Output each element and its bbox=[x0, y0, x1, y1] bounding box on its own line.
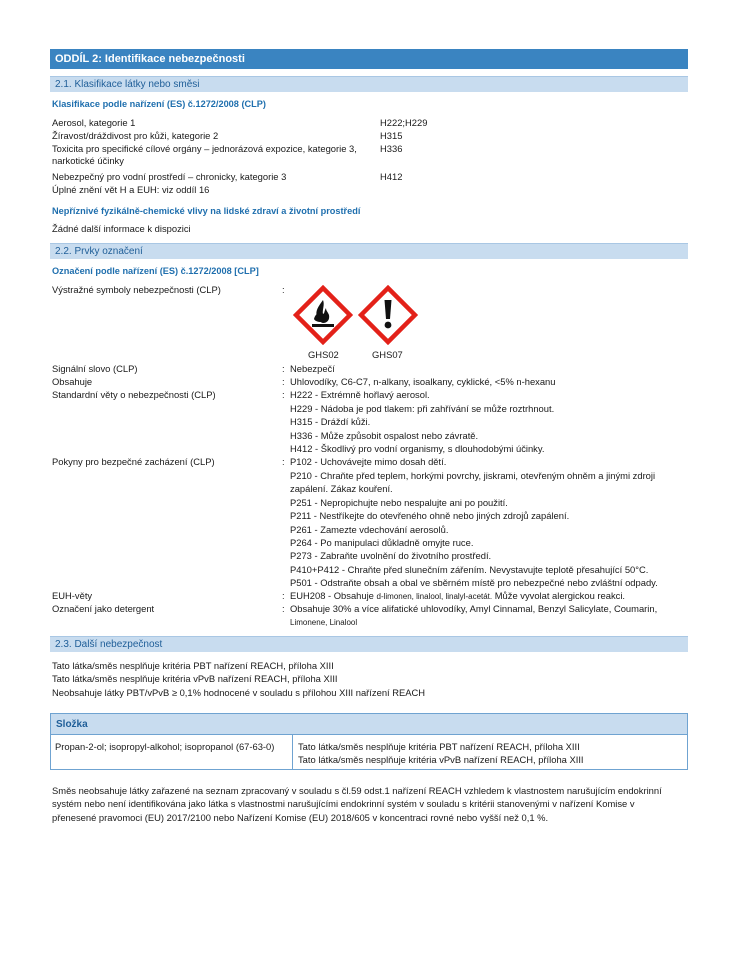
detergent-value: Obsahuje 30% a více alifatické uhlovodíky, Amyl Cinnamal, Benzyl Salicylate, Coumarin, bbox=[290, 603, 658, 614]
euh-prefix: EUH208 - Obsahuje bbox=[290, 590, 377, 601]
euh-label: EUH-věty bbox=[52, 590, 93, 601]
euh-substances: d-limonen, linalool, linalyl-acetát. bbox=[376, 592, 493, 601]
h-statement: H222 - Extrémně hořlavý aerosol. bbox=[290, 389, 430, 400]
detergent-value-cont: Limonene, Linalool bbox=[290, 618, 358, 627]
endocrine-paragraph-line: přenesené pravomoci (EU) 2017/2100 nebo Nařízení Komise (EU) 2018/605 v koncentraci rovné nebo vyšší než 0,1 %. bbox=[52, 812, 549, 823]
class-row-label: Aerosol, kategorie 1 bbox=[52, 117, 136, 128]
p-statements-label: Pokyny pro bezpečné zacházení (CLP) bbox=[52, 456, 215, 467]
euh-statement bbox=[290, 590, 625, 603]
class-row-label: Nebezpečný pro vodní prostředí – chronicky, kategorie 3 bbox=[52, 171, 287, 182]
class-row-code: H412 bbox=[380, 171, 403, 182]
p-statement: P261 - Zamezte vdechování aerosolů. bbox=[290, 524, 449, 535]
detergent-label: Označení jako detergent bbox=[52, 603, 155, 614]
ghs07-exclamation-icon bbox=[358, 285, 418, 345]
p-statement: P210 - Chraňte před teplem, horkými povrchy, jiskrami, otevřeným ohněm a jinými zdroji bbox=[290, 470, 656, 481]
colon: : bbox=[282, 376, 285, 387]
euh-suffix: Může vyvolat alergickou reakci. bbox=[492, 590, 626, 601]
p-statement: P251 - Nepropichujte nebo nespalujte ani po použití. bbox=[290, 497, 508, 508]
signal-word-value: Nebezpečí bbox=[290, 363, 335, 374]
p-statement: P501 - Odstraňte obsah a obal ve sběrném místě pro nebezpečné nebo zvláštní odpady. bbox=[290, 577, 658, 588]
ghs07-label: GHS07 bbox=[372, 349, 403, 360]
p-statement: P211 - Nestříkejte do otevřeného ohně nebo jiných zdrojů zapálení. bbox=[290, 510, 570, 521]
subsection-2-1-heading: 2.1. Klasifikace látky nebo směsi bbox=[50, 76, 688, 92]
component-cell bbox=[51, 735, 293, 769]
component-criteria: Tato látka/směs nesplňuje kritéria PBT nařízení REACH, příloha XIII bbox=[298, 741, 580, 752]
endocrine-paragraph-line: systém nebo není identifikována jako látka s vlastnostmi narušujícími endokrinní systém v souladu s kritérii stanovenými v nařízení Komise v bbox=[52, 798, 635, 809]
class-row-label: Toxicita pro specifické cílové orgány – jednorázová expozice, kategorie 3, bbox=[52, 143, 357, 154]
endocrine-paragraph-line: Směs neobsahuje látky zařazené na seznam zpracovaný v souladu s čl.59 odst.1 nařízení REACH vzhledem k vlastnostem narušujícím endokrinní bbox=[52, 785, 662, 796]
class-row-label: narkotické účinky bbox=[52, 155, 124, 166]
p-statement: P102 - Uchovávejte mimo dosah dětí. bbox=[290, 456, 447, 467]
colon: : bbox=[282, 363, 285, 374]
classification-subtitle: Klasifikace podle nařízení (ES) č.1272/2008 (CLP) bbox=[52, 99, 266, 109]
p-statement: P410+P412 - Chraňte před slunečním zářením. Nevystavujte teplotě přesahující 50°C. bbox=[290, 564, 649, 575]
component-table bbox=[50, 713, 688, 770]
other-hazard-line: Tato látka/směs nesplňuje kritéria vPvB nařízení REACH, příloha XIII bbox=[52, 673, 338, 684]
h-statement: H336 - Může způsobit ospalost nebo závratě. bbox=[290, 430, 479, 441]
class-row-code: H315 bbox=[380, 130, 403, 141]
subsection-2-2-heading: 2.2. Prvky označení bbox=[50, 243, 688, 259]
contains-label: Obsahuje bbox=[52, 376, 93, 387]
labelling-subtitle: Označení podle nařízení (ES) č.1272/2008 [CLP] bbox=[52, 266, 259, 276]
symbols-colon: : bbox=[282, 284, 285, 295]
symbols-label: Výstražné symboly nebezpečnosti (CLP) bbox=[52, 284, 221, 295]
component-name: Propan-2-ol; isopropyl-alkohol; isopropanol (67-63-0) bbox=[55, 741, 275, 752]
colon: : bbox=[282, 389, 285, 400]
subsection-2-3-heading: 2.3. Další nebezpečnost bbox=[50, 636, 688, 652]
other-hazard-line: Neobsahuje látky PBT/vPvB ≥ 0,1% hodnocené v souladu s přílohou XIII nařízení REACH bbox=[52, 687, 426, 698]
colon: : bbox=[282, 590, 285, 601]
class-row-code: H222;H229 bbox=[380, 117, 428, 128]
effects-title: Nepříznivé fyzikálně-chemické vlivy na lidské zdraví a životní prostředí bbox=[52, 206, 361, 216]
h-statements-label: Standardní věty o nebezpečnosti (CLP) bbox=[52, 389, 216, 400]
contains-value: Uhlovodíky, C6-C7, n-alkany, isoalkany, cyklické, <5% n-hexanu bbox=[290, 376, 556, 387]
class-row-label: Žíravost/dráždivost pro kůži, kategorie 2 bbox=[52, 130, 219, 141]
ghs02-label: GHS02 bbox=[308, 349, 339, 360]
colon: : bbox=[282, 456, 285, 467]
h-statement: H315 - Dráždí kůži. bbox=[290, 416, 371, 427]
colon: : bbox=[282, 603, 285, 614]
effects-text: Žádné další informace k dispozici bbox=[52, 223, 191, 234]
h-statement: H412 - Škodlivý pro vodní organismy, s dlouhodobými účinky. bbox=[290, 443, 545, 454]
component-criteria: Tato látka/směs nesplňuje kritéria vPvB nařízení REACH, příloha XIII bbox=[298, 754, 584, 765]
signal-word-label: Signální slovo (CLP) bbox=[52, 363, 138, 374]
section-title: ODDÍL 2: Identifikace nebezpečnosti bbox=[50, 49, 688, 69]
class-row-code: H336 bbox=[380, 143, 403, 154]
h-statement: H229 - Nádoba je pod tlakem: při zahřívání se může roztrhnout. bbox=[290, 403, 555, 414]
other-hazard-line: Tato látka/směs nesplňuje kritéria PBT nařízení REACH, příloha XIII bbox=[52, 660, 334, 671]
component-table-header: Složka bbox=[51, 714, 687, 735]
p-statement: P273 - Zabraňte uvolnění do životního prostředí. bbox=[290, 550, 492, 561]
class-row-label: Úplné znění vět H a EUH: viz oddíl 16 bbox=[52, 184, 210, 195]
p-statement: zapálení. Zákaz kouření. bbox=[290, 483, 393, 494]
ghs02-flame-icon bbox=[293, 285, 353, 345]
p-statement: P264 - Po manipulaci důkladně omyjte ruce. bbox=[290, 537, 474, 548]
